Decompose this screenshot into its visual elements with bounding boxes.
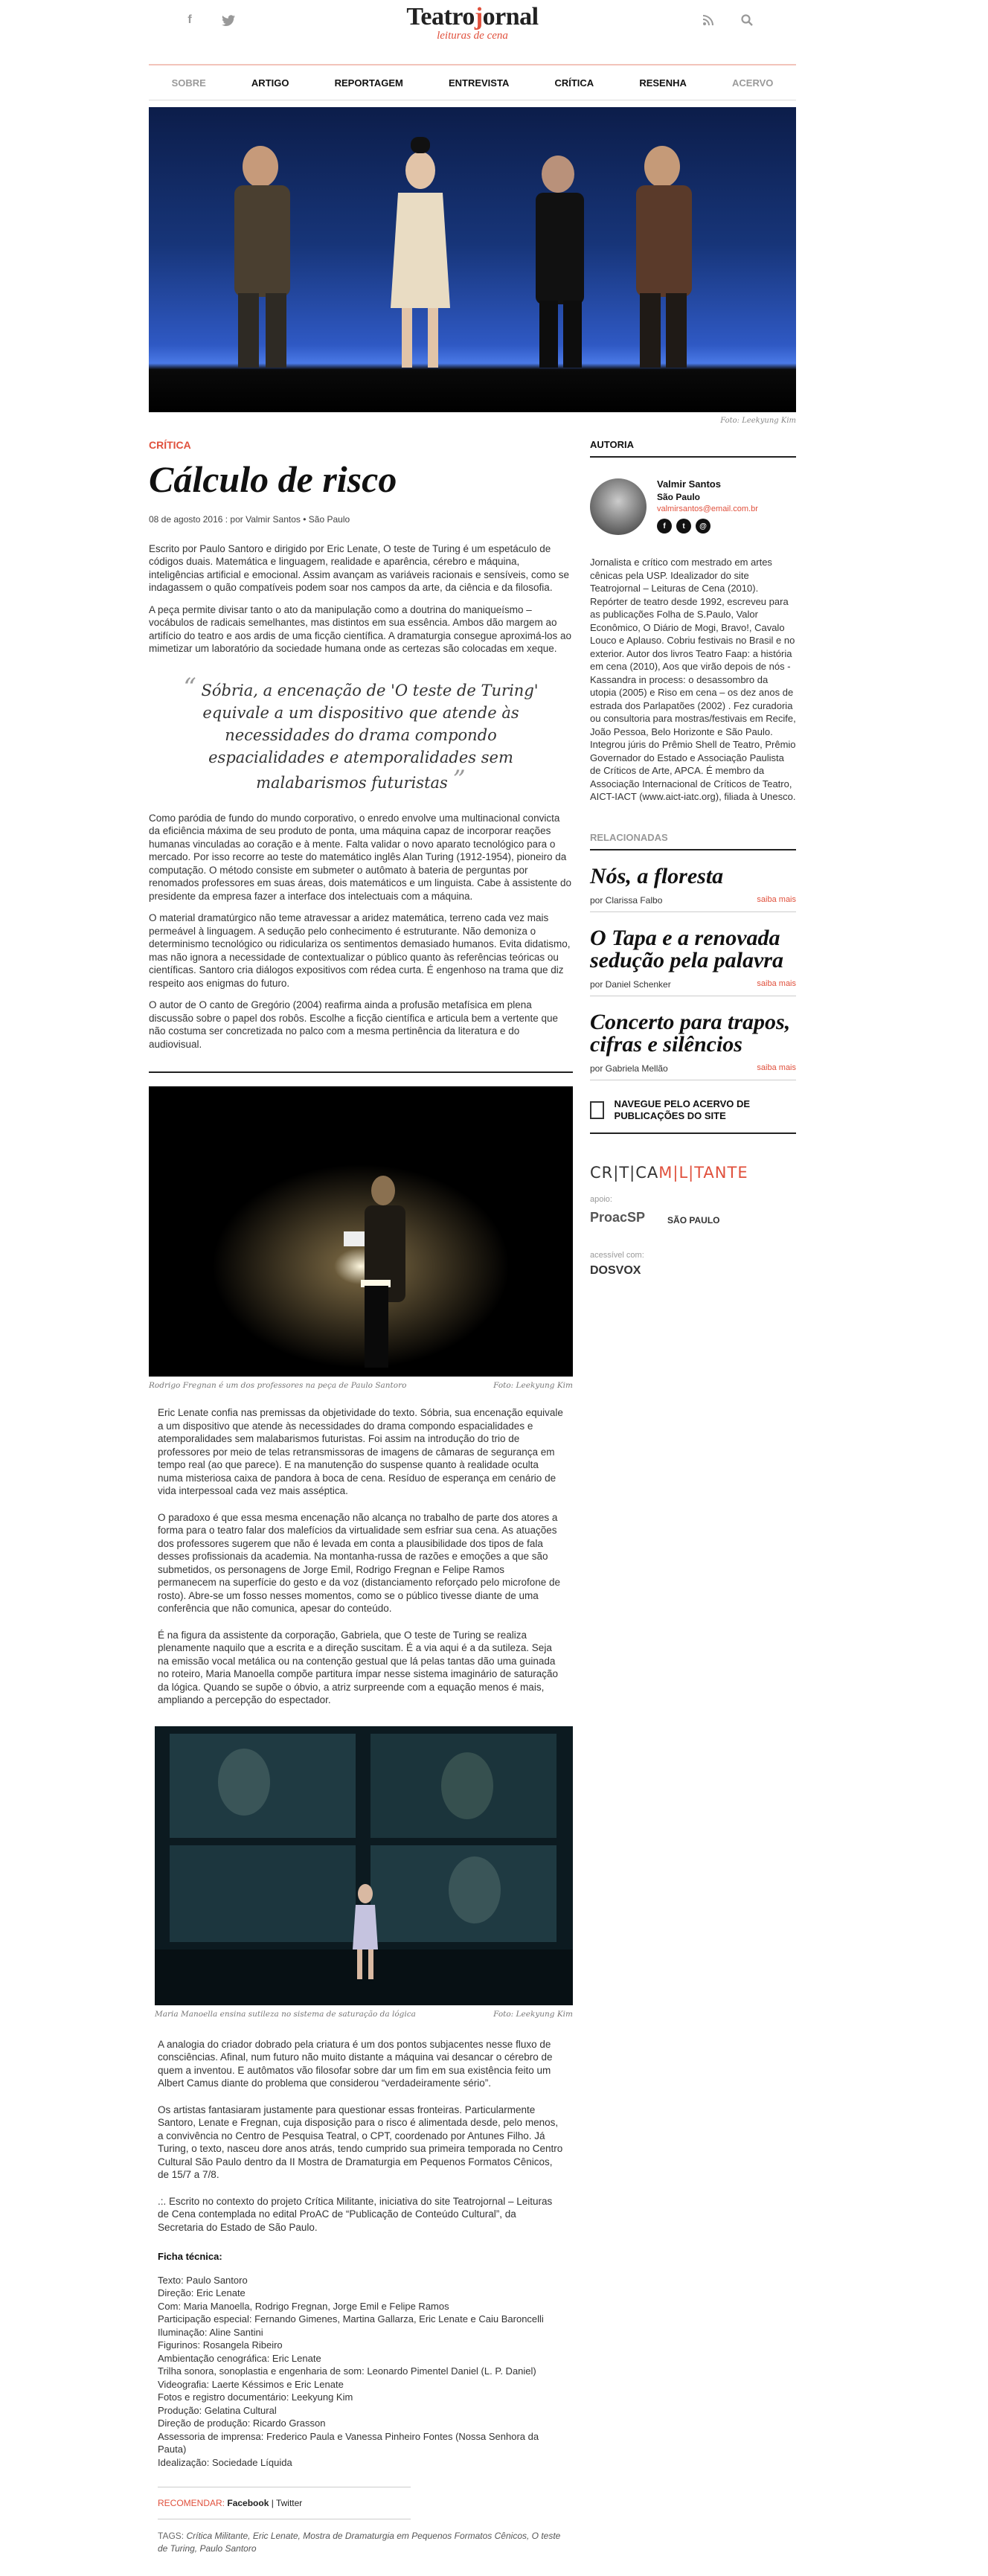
author-social (657, 519, 710, 534)
related-author: por Clarissa Falbo (590, 894, 663, 906)
ficha-item: Texto: Paulo Santoro (158, 2274, 248, 2286)
share-separator: | (269, 2498, 276, 2508)
sponsor-logos (590, 1210, 796, 1225)
author-city: São Paulo (657, 492, 701, 502)
archive-icon (590, 1101, 604, 1119)
related-item[interactable] (590, 865, 796, 912)
ficha-item: Fotos e registro documentário: Leekyung Kim (158, 2391, 353, 2403)
nav-item-entrevista[interactable]: ENTREVISTA (448, 77, 510, 89)
paragraph: O material dramatúrgico não teme atravessar a aridez matemática, terreno cada vez mais permeável à linguagem. A sedução pelo conhecimento é estruturante. Não demoniza o determinismo tecnológico ou ridiculariza os sentimentos demasiado humanos. Evita didatismo, mas não ignora a necessidade de contextualizar o público quanto às referências teóricas ou científicas. Santoro cria diálogos expositivos com rédea curta. É engenhoso na trama que diz respeito aos enigmas do futuro. (149, 912, 571, 989)
ficha-item: Participação especial: Fernando Gimenes, Martina Gallarza, Eric Lenate e Caiu Baroncelli (158, 2313, 544, 2325)
nav-item-reportagem[interactable]: REPORTAGEM (334, 77, 403, 89)
section-divider (149, 1071, 573, 1073)
rss-icon[interactable] (700, 12, 716, 28)
related-title[interactable]: Concerto para trapos, cifras e silêncios (590, 1009, 791, 1057)
open-quote-icon: “ (183, 672, 196, 702)
tags-label: TAGS: (158, 2531, 185, 2541)
tags-row (158, 2530, 564, 2555)
ficha-item: Com: Maria Manoella, Rodrigo Fregnan, Jorge Emil e Felipe Ramos (158, 2300, 449, 2312)
photo-1-caption-row (149, 1381, 573, 1390)
ficha-item: Videografia: Laerte Késsimos e Eric Lenate (158, 2378, 344, 2390)
related-author: por Gabriela Mellão (590, 1063, 668, 1074)
facebook-icon[interactable]: f (187, 13, 192, 26)
photo-1-caption: Rodrigo Fregnan é um dos professores na peça de Paulo Santoro (149, 1381, 407, 1390)
nav-item-critica[interactable]: CRÍTICA (554, 77, 594, 89)
paragraph: A peça permite divisar tanto o ato da manipulação como a doutrina do maniqueísmo – vocábulos de radicais semelhantes, mas distintos em sua essência. Ambos dão margem ao artifício do teatro e aos ardis de uma ficção científica. A dramaturgia consegue aproximá-los ao mimetizar um laboratório da sociedade humana onde as certezas são colocadas em xeque. (149, 603, 572, 654)
paragraph: O paradoxo é que essa mesma encenação não alcança no trabalho de parte dos atores a forma para o teatro falar dos malefícios da virtualidade sem esfriar sua cena. As atuações dos professores sugerem que não é levada em conta a plausibilidade dos tipos de fala desses profissionais da academia. Na montanha-russa de razões e emoções a que são submetidos, os personagens de Jorge Emil, Rodrigo Fregnan e Felipe Ramos permanecem na superfície do gesto e da voz (distanciamento reforçado pelo microfone de rosto). Abre-se um fosso nesses momentos, como se o público tivesse diante de uma conferência que não comunica, apesar do conteúdo. (158, 1511, 561, 1614)
photo-2-illustration (155, 1726, 573, 2005)
nav-item-acervo[interactable]: ACERVO (732, 77, 774, 89)
article-photo-2 (155, 1726, 573, 2005)
author-email[interactable]: valmirsantos@email.com.br (657, 504, 758, 513)
ficha-item: Direção de produção: Ricardo Grasson (158, 2418, 326, 2429)
author-name[interactable]: Valmir Santos (657, 478, 721, 490)
acervo-link[interactable] (590, 1098, 796, 1134)
photo-1-credit: Foto: Leekyung Kim (493, 1381, 573, 1390)
autoria-heading: AUTORIA (590, 439, 796, 458)
close-quote-icon: ” (452, 764, 466, 795)
article-byline: 08 de agosto 2016 : por Valmir Santos • São Paulo (149, 513, 350, 525)
paragraph: Eric Lenate confia nas premissas da objetividade do texto. Sóbria, sua encenação equivale a um dispositivo que atende às necessidades do drama compondo espacialidades e atemporalidades sem malabarismos futuristas. Foi assim na introdução do trio de professores por meio de telas retransmissoras de imagens de câmaras de segurança em tempo real (ao que parece). E na manutenção do suspense quanto à realidade oculta numa misteriosa caixa de pandora à boca de cena. Resíduo de esperança em cenário de vida interpessoal cada vez mais asséptica. (158, 1407, 563, 1496)
author-twitter-icon[interactable]: t (676, 519, 691, 534)
logo-subtitle: leituras de cena (437, 30, 508, 42)
pull-quote-text: Sóbria, a encenação de 'O teste de Turing' equivale a um dispositivo que atende às necessidades do drama compondo espacialidades e atemporalidades sem malabarismos futuristas (201, 681, 539, 792)
pull-quote (182, 672, 539, 795)
top-bar (149, 0, 796, 60)
header-divider (149, 64, 796, 65)
acervo-label: NAVEGUE PELO ACERVO DE PUBLICAÇÕES DO SITE (614, 1098, 751, 1121)
photo-2-credit: Foto: Leekyung Kim (493, 2009, 573, 2019)
article-photo-1 (149, 1086, 573, 1377)
cm-logo-part-1: CR|T|CA (590, 1163, 659, 1182)
share-label: RECOMENDAR: (158, 2498, 225, 2508)
photo-1-illustration (149, 1086, 573, 1377)
author-bio: Jornalista e crítico com mestrado em artes cênicas pela USP. Idealizador do site Teatrojornal – Leituras de Cena (2010). Repórter de teatro desde 1992, escreveu para as publicações Folha de S.Paulo, Valor Econômico, O Diário de Mogi, Bravo!, Cavalo Louco e Aplauso. Cobriu festivais no Brasil e no exterior. Autor dos livros Teatro Faap: a história em cena (2010), Aos que virão depois de nós - Kassandra in process: o desassombro da utopia (2005) e Riso em cena – os dez anos de estrada dos Parlapatões (2002) . Fez curadoria ou consultoria para mostras/festivais em Recife, João Pessoa, Belo Horizonte e São Paulo. Integrou júris do Prêmio Shell de Teatro, Prêmio Governador do Estado e Associação Paulista de Críticos de Arte, APCA. É membro da Associação Internacional de Críticos de Teatro, AICT-IACT (www.aict-iatc.org), filiada à Unesco. (590, 557, 796, 802)
related-title[interactable]: O Tapa e a renovada sedução pela palavra (590, 925, 783, 973)
related-item[interactable] (590, 927, 796, 996)
nav-item-artigo[interactable]: ARTIGO (251, 77, 289, 89)
ficha-item: Ambientação cenográfica: Eric Lenate (158, 2352, 321, 2364)
related-byline (590, 895, 796, 912)
related-more-link[interactable]: saiba mais (757, 1063, 796, 1072)
acessivel-label: acessível com: (590, 1250, 644, 1260)
relacionadas-heading: RELACIONADAS (590, 832, 796, 850)
ficha-tecnica (158, 2250, 564, 2469)
nav-item-resenha[interactable]: RESENHA (639, 77, 687, 89)
sao-paulo-logo[interactable]: SÃO PAULO (667, 1214, 720, 1225)
related-more-link[interactable]: saiba mais (757, 978, 796, 988)
ficha-item: Idealização: Sociedade Líquida (158, 2456, 292, 2468)
social-links-right (700, 12, 755, 28)
paragraph: .:. Escrito no contexto do projeto Crítica Militante, iniciativa do site Teatrojornal – Leituras de Cena contemplada no edital ProAC de “Publicação de Conteúdo Cultural”, da Secretaria do Estado de São Paulo. (158, 2195, 553, 2233)
related-byline (590, 979, 796, 996)
avatar[interactable] (590, 478, 647, 535)
related-author: por Daniel Schenker (590, 978, 671, 990)
ficha-item: Trilha sonora, sonoplastia e engenharia de som: Leonardo Pimentel Daniel (L. P. Daniel) (158, 2365, 536, 2377)
author-link-icon[interactable]: @ (696, 519, 710, 534)
tags-list[interactable]: Crítica Militante, Eric Lenate, Mostra de Dramaturgia em Pequenos Formatos Cênicos, O teste de Turing, Paulo Santoro (158, 2531, 561, 2554)
paragraph: O autor de O canto de Gregório (2004) reafirma ainda a profusão metafísica em plena discussão sobre o papel dos robôs. Escolhe a ficção científica e articula bem a vertente que não costuma ser concretizada no palco com a mesma pertinência da literatura e do audiovisual. (149, 999, 559, 1050)
related-title[interactable]: Nós, a floresta (590, 863, 724, 888)
article-body-3 (149, 2038, 573, 2556)
related-item[interactable] (590, 1011, 796, 1080)
share-bar (158, 2487, 411, 2519)
search-icon[interactable] (739, 12, 755, 28)
photo-2-caption-row (155, 2010, 573, 2019)
site-logo[interactable] (149, 3, 796, 42)
nav-item-sobre[interactable]: SOBRE (171, 77, 206, 89)
critica-militante-logo[interactable] (590, 1164, 796, 1182)
hero-stage-figures (149, 107, 796, 412)
main-nav (149, 77, 796, 89)
share-facebook-link[interactable]: Facebook (227, 2498, 269, 2508)
article (149, 439, 573, 2555)
author-card (590, 478, 796, 545)
ficha-item: Figurinos: Rosangela Ribeiro (158, 2339, 283, 2351)
related-more-link[interactable]: saiba mais (757, 894, 796, 904)
ficha-item: Assessoria de imprensa: Frederico Paula e Vanessa Pinheiro Fontes (Nossa Senhora da Pauta) (158, 2430, 539, 2455)
ficha-title: Ficha técnica: (158, 2251, 222, 2262)
author-facebook-icon[interactable]: f (657, 519, 672, 534)
article-title: Cálculo de risco (149, 458, 397, 500)
article-body-2 (149, 1406, 573, 1707)
ficha-item: Direção: Eric Lenate (158, 2287, 246, 2298)
proac-logo[interactable]: ProacSP (590, 1209, 646, 1225)
ficha-item: Iluminação: Aline Santini (158, 2326, 263, 2338)
cm-logo-part-2: M|L|TANTE (658, 1163, 748, 1182)
dosvox-logo[interactable]: DOSVOX (590, 1263, 641, 1277)
paragraph: A analogia do criador dobrado pela criatura é um dos pontos subjacentes nesse fluxo de consciências. Afinal, num futuro não muito distante a máquina vai desancar o cérebro de quem a inventou. E autômatos vão filosofar sobre dar um fim em sua existência feito um Albert Camus diante do problema que considerou “verdadeiramente sério”. (158, 2038, 553, 2089)
article-category[interactable]: CRÍTICA (149, 439, 191, 451)
logo-title: Teatrojornal (406, 3, 539, 31)
photo-2-caption: Maria Manoella ensina sutileza no sistema de saturação da lógica (155, 2009, 416, 2019)
paragraph: Escrito por Paulo Santoro e dirigido por Eric Lenate, O teste de Turing é um espetáculo de códigos duais. Matemática e linguagem, realidade e aparência, cérebro e máquina, inteligências artificial e emocional. Assim avançam as variáveis racionais e sensíveis, como se indagassem o quão compatíveis podem soar nos campos da arte, da ciência e da filosofia. (149, 542, 569, 593)
apoio-label: apoio: (590, 1194, 612, 1204)
paragraph: Os artistas fantasiaram justamente para questionar essas fronteiras. Particularmente Santoro, Lenate e Fregnan, cuja disposição para o risco é alimentada desde, pelo menos, a convivência no Centro de Pesquisa Teatral, o CPT, coordenado por Antunes Filho. Já Turing, o texto, nasceu dore anos atrás, tendo cumprido sua primeira temporada no Centro Cultural São Paulo dentro da II Mostra de Dramaturgia em Pequenos Formatos Cênicos, de 15/7 a 7/8. (158, 2104, 563, 2180)
share-twitter-link[interactable]: Twitter (275, 2498, 303, 2508)
sidebar (590, 439, 796, 1278)
hero-photo (149, 107, 796, 412)
paragraph: É na figura da assistente da corporação, Gabriela, que O teste de Turing se realiza plenamente naquilo que a escrita e a direção suscitam. É a via aqui é a da sutileza. Seja na emissão vocal metálica ou na contenção gestual que lá pelas tantas dão uma guinada no roteiro, Maria Manoella compõe partitura ímpar nesse sistema imaginário de saturação da lógica. Quando se supõe o óbvio, a atriz surpreende com a equação menos é mais, ampliando a percepção do espectador. (158, 1629, 559, 1705)
paragraph: Como paródia de fundo do mundo corporativo, o enredo envolve uma multinacional convicta da eficiência máxima de seu produto de ponta, uma máquina capaz de incorporar reações humanas vinculadas ao coração e à mente. Falta validar o novo aparato tecnológico para o mercado. Por isso recorre ao teste do matemático inglês Alan Turing (1912-1954), pioneiro da computação. O método consiste em submeter o autômato à bateria de perguntas por renomados professores em suas áreas, dois matemáticos e um linguista. Cabe à assistente do presidente da empresa fazer a interface dos intelectuais com a máquina. (149, 812, 572, 902)
ficha-item: Produção: Gelatina Cultural (158, 2404, 277, 2416)
hero-credit: Foto: Leekyung Kim (720, 417, 796, 425)
related-byline (590, 1063, 796, 1080)
